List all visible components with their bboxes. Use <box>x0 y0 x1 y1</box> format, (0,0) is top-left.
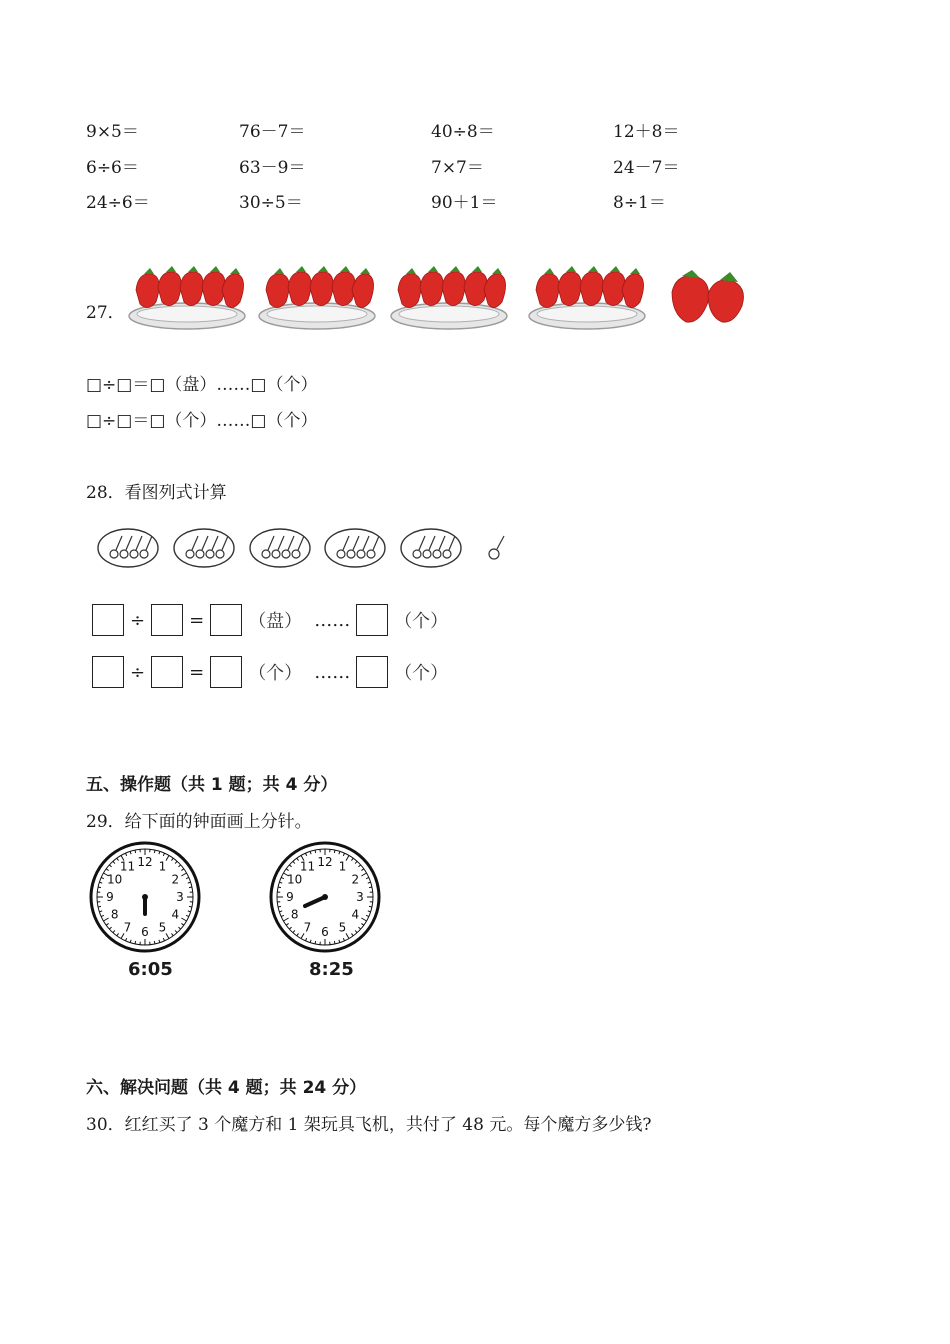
calc-item: 40÷8＝ <box>431 122 495 142</box>
clock-number: 9 <box>106 890 114 904</box>
remainder-dots: …… <box>314 609 351 631</box>
clock-number: 3 <box>356 890 364 904</box>
clock-number: 10 <box>287 872 303 887</box>
q29-text: 29．给下面的钟面画上分针。 <box>86 812 312 832</box>
section-5-heading: 五、操作题（共 1 题；共 4 分） <box>86 775 338 795</box>
calc-item: 24÷6＝ <box>86 193 150 213</box>
section-6-heading: 六、解决问题（共 4 题；共 24 分） <box>86 1078 367 1098</box>
clock-number: 7 <box>303 920 312 935</box>
answer-box[interactable] <box>356 604 388 636</box>
clock-number: 11 <box>119 859 136 874</box>
clock-number: 8 <box>110 907 119 922</box>
answer-box[interactable] <box>210 604 242 636</box>
answer-box[interactable] <box>210 656 242 688</box>
clock-tick <box>334 941 335 944</box>
calc-item: 9×5＝ <box>86 122 139 142</box>
clock-number: 1 <box>158 859 167 874</box>
clock-tick <box>315 850 316 853</box>
clock-2-time-label: 8:25 <box>309 959 354 980</box>
equals-sign: = <box>189 609 205 631</box>
clock-tick <box>154 850 155 853</box>
strawberry-plate-image <box>256 262 378 334</box>
clock-number: 9 <box>286 890 294 904</box>
calc-item: 6÷6＝ <box>86 158 139 178</box>
answer-box[interactable] <box>151 656 183 688</box>
clock-tick <box>98 887 101 888</box>
clock-tick <box>334 850 335 853</box>
clock-tick <box>98 906 101 907</box>
clock-number: 6 <box>141 925 149 939</box>
unit-label: （个） <box>248 663 303 684</box>
clock-number: 4 <box>351 907 360 922</box>
strawberry-plate-image <box>388 262 510 334</box>
q28-equation-row-2 <box>92 656 454 690</box>
clock-tick <box>369 887 372 888</box>
calc-item: 12＋8＝ <box>613 122 680 142</box>
clock-number: 12 <box>137 855 153 869</box>
strawberry-plate-image <box>126 262 248 334</box>
calc-item: 8÷1＝ <box>613 193 666 213</box>
clock-number: 5 <box>158 920 167 935</box>
clock-number: 10 <box>107 872 123 887</box>
clock-number: 4 <box>171 907 180 922</box>
calc-item: 7×7＝ <box>431 158 484 178</box>
unit-label: （个） <box>394 611 449 632</box>
q27-expression-2: □÷□＝□（个）……□（个） <box>86 411 318 431</box>
clock-number: 12 <box>317 855 333 869</box>
q30-text: 30．红红买了 3 个魔方和 1 架玩具飞机，共付了 48 元。每个魔方多少钱? <box>86 1115 652 1135</box>
clock-number: 2 <box>171 872 180 887</box>
clock-number: 5 <box>338 920 347 935</box>
clock-tick <box>278 906 281 907</box>
clock-number: 8 <box>290 907 299 922</box>
unit-label: （盘） <box>248 611 303 632</box>
q27-number: 27． <box>86 303 125 323</box>
q28-equation-row-1 <box>92 604 454 638</box>
clock-tick <box>369 906 372 907</box>
clock-tick <box>135 850 136 853</box>
calc-item: 24－7＝ <box>613 158 680 178</box>
clock-number: 2 <box>351 872 360 887</box>
clock-tick <box>189 906 192 907</box>
calc-item: 63－9＝ <box>239 158 306 178</box>
divide-sign: ÷ <box>130 609 146 631</box>
answer-box[interactable] <box>356 656 388 688</box>
clock-tick <box>315 941 316 944</box>
answer-box[interactable] <box>151 604 183 636</box>
clock-tick <box>135 941 136 944</box>
clock-face-2[interactable] <box>268 840 382 954</box>
calc-item: 30÷5＝ <box>239 193 303 213</box>
lollipop-groups-figure <box>94 524 514 572</box>
unit-label: （个） <box>394 663 449 684</box>
divide-sign: ÷ <box>130 661 146 683</box>
equals-sign: = <box>189 661 205 683</box>
clock-number: 3 <box>176 890 184 904</box>
clock-tick <box>278 887 281 888</box>
clock-tick <box>154 941 155 944</box>
clock-number: 1 <box>338 859 347 874</box>
q27-expression-1: □÷□＝□（盘）……□（个） <box>86 375 318 395</box>
clock-tick <box>189 887 192 888</box>
answer-box[interactable] <box>92 656 124 688</box>
remainder-dots: …… <box>314 661 351 683</box>
q28-title: 28．看图列式计算 <box>86 483 227 503</box>
clock-number: 11 <box>299 859 316 874</box>
clock-1-time-label: 6:05 <box>128 959 173 980</box>
clock-number: 7 <box>123 920 132 935</box>
answer-box[interactable] <box>92 604 124 636</box>
clock-number: 6 <box>321 925 329 939</box>
calc-item: 90＋1＝ <box>431 193 498 213</box>
calc-item: 76－7＝ <box>239 122 306 142</box>
strawberry-plate-image <box>526 262 648 334</box>
loose-strawberries-image <box>668 268 750 328</box>
clock-face-1[interactable] <box>88 840 202 954</box>
